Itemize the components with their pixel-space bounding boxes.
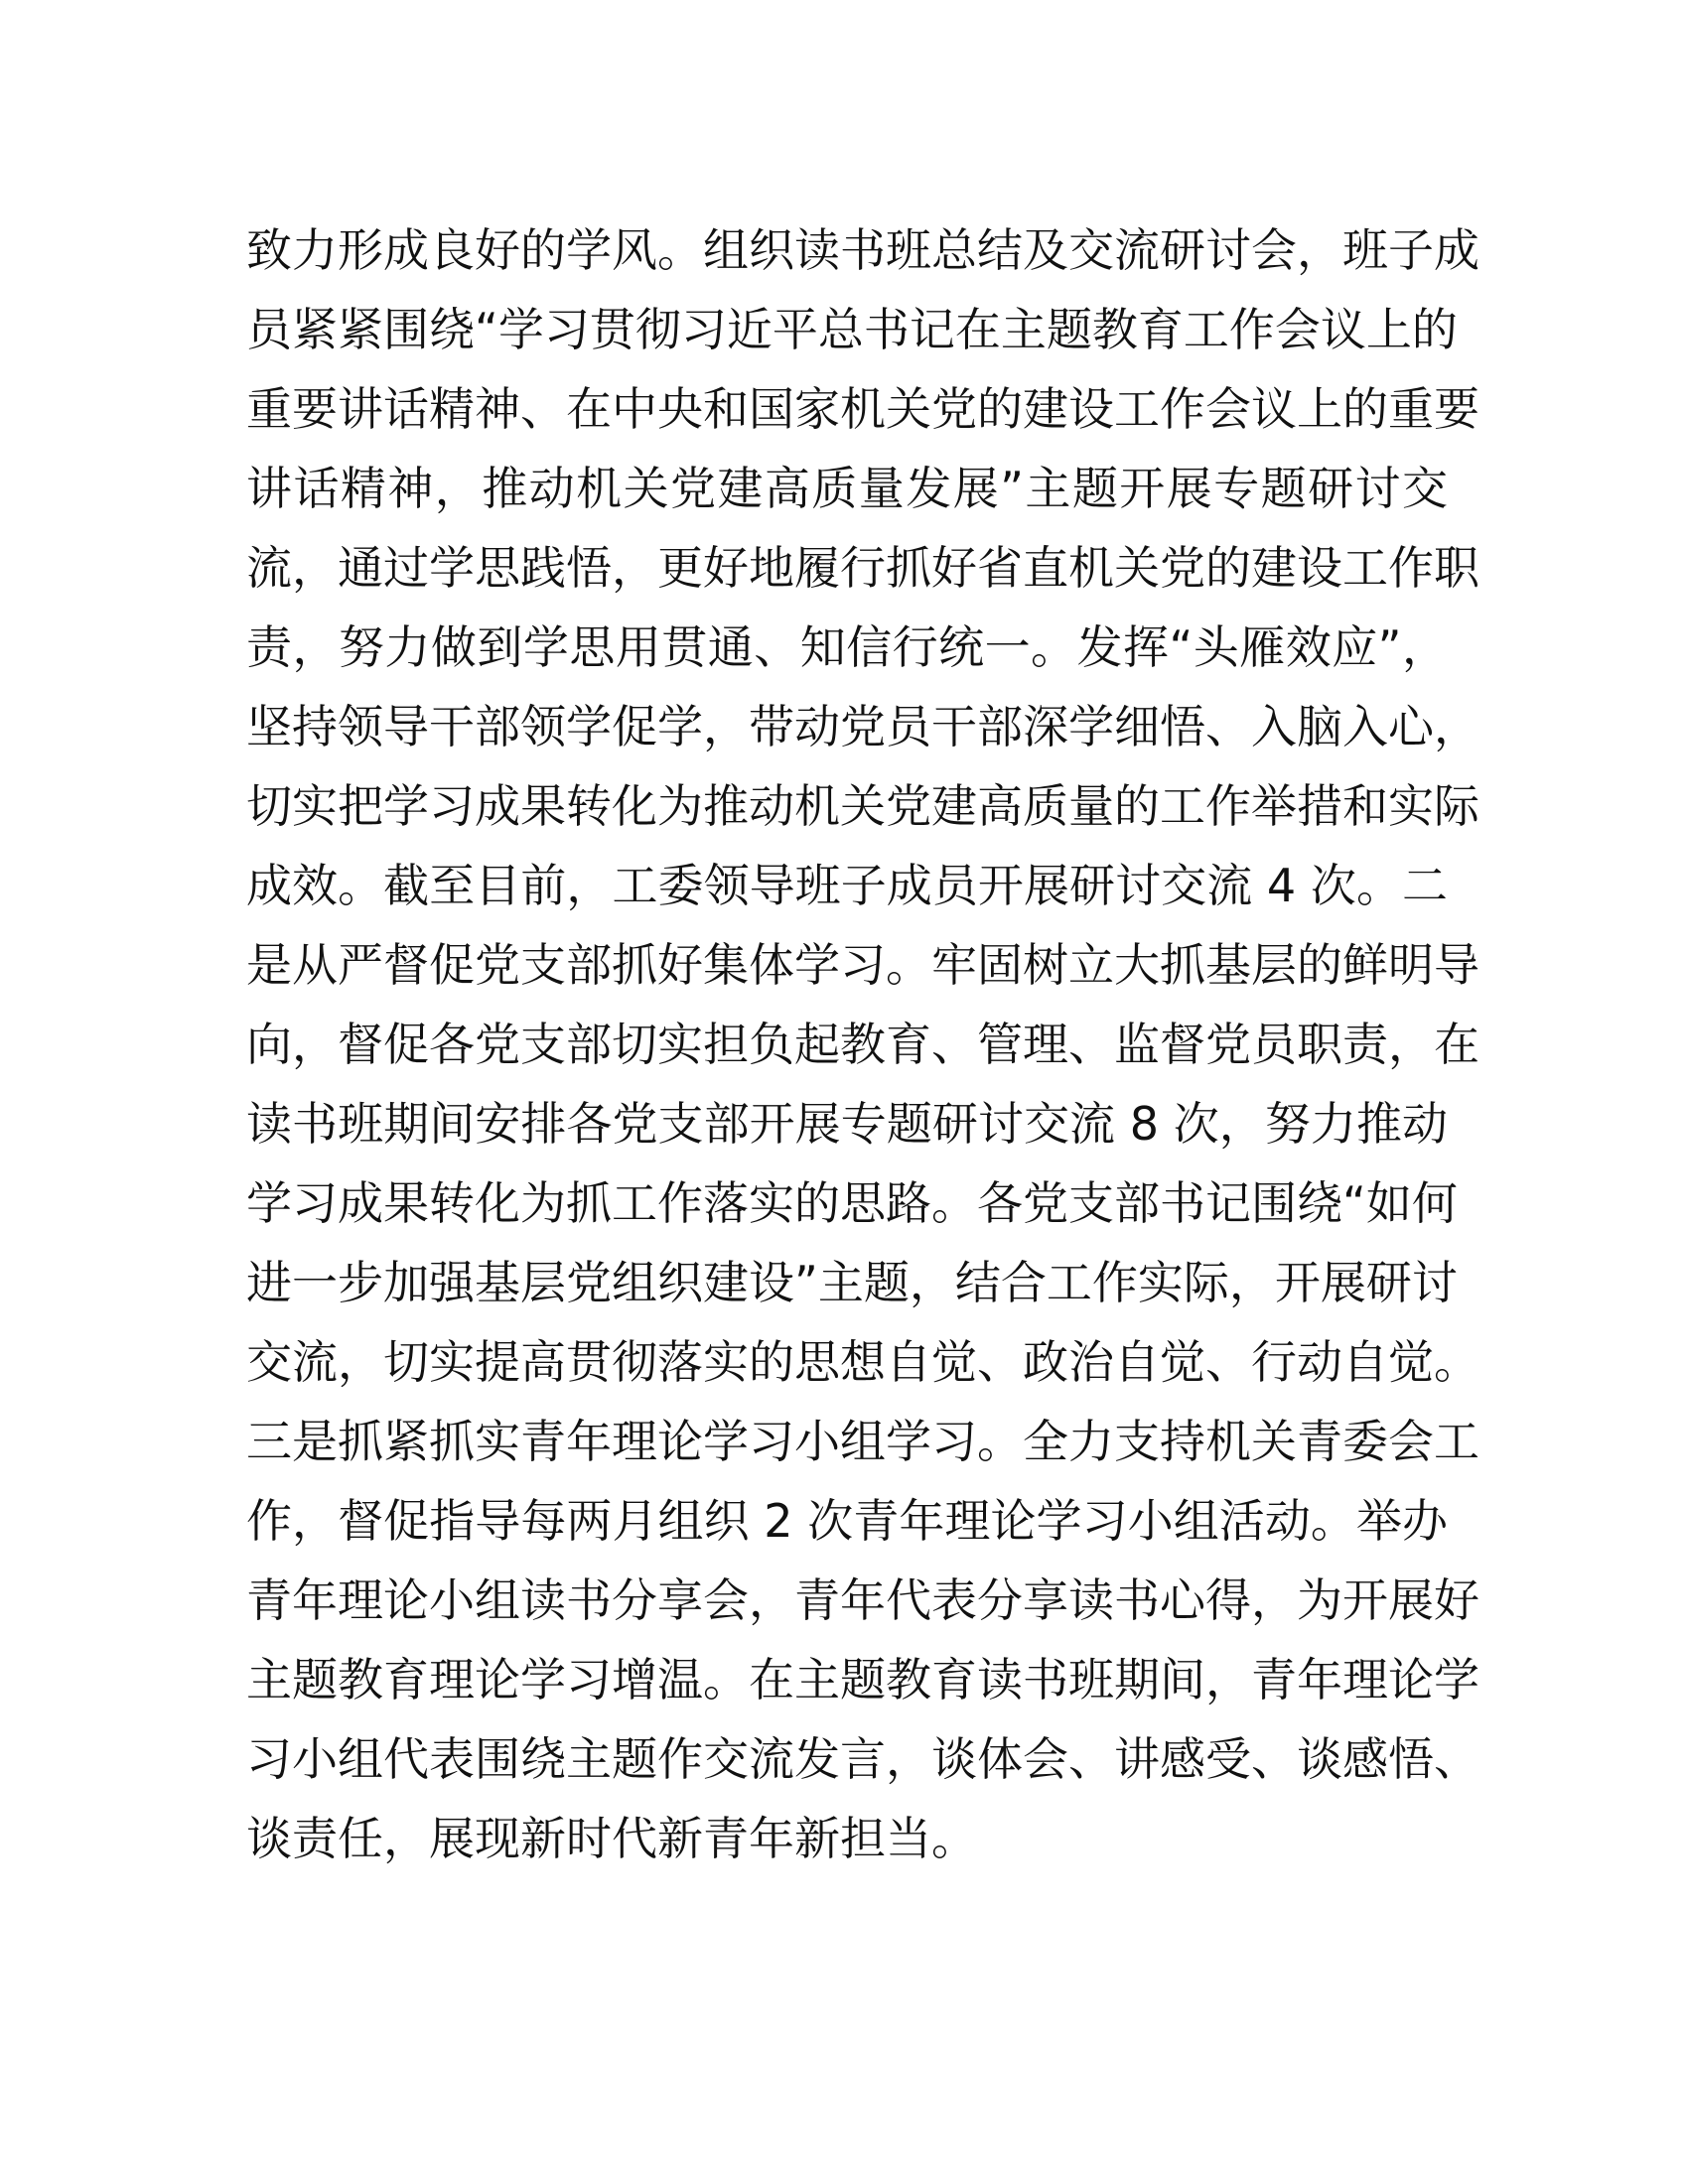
- text-line: 员紧紧围绕“学习贯彻习近平总书记在主题教育工作会议上的: [246, 303, 1458, 356]
- text-line: 重要讲话精神、在中央和国家机关党的建设工作会议上的重要: [246, 382, 1479, 436]
- text-line: 谈责任，展现新时代新青年新担当。: [246, 1812, 977, 1865]
- text-line: 学习成果转化为抓工作落实的思路。各党支部书记围绕“如何: [246, 1176, 1458, 1230]
- text-line: 坚持领导干部领学促学，带动党员干部深学细悟、入脑入心，: [246, 700, 1479, 753]
- text-line: 习小组代表围绕主题作交流发言，谈体会、讲感受、谈感悟、: [246, 1732, 1479, 1786]
- text-line: 责，努力做到学思用贯通、知信行统一。发挥“头雁效应”，: [246, 620, 1448, 674]
- text-line: 交流，切实提高贯彻落实的思想自觉、政治自觉、行动自觉。: [246, 1335, 1479, 1389]
- text-line: 主题教育理论学习增温。在主题教育读书班期间，青年理论学: [246, 1653, 1479, 1706]
- text-line: 是从严督促党支部抓好集体学习。牢固树立大抓基层的鲜明导: [246, 938, 1479, 992]
- text-line: 向，督促各党支部切实担负起教育、管理、监督党员职责，在: [246, 1018, 1479, 1071]
- text-line: 流，通过学思践悟，更好地履行抓好省直机关党的建设工作职: [246, 541, 1479, 595]
- text-line: 讲话精神，推动机关党建高质量发展”主题开展专题研讨交: [246, 462, 1448, 515]
- text-line: 成效。截至目前，工委领导班子成员开展研讨交流 4 次。二: [246, 859, 1448, 912]
- text-line: 致力形成良好的学风。组织读书班总结及交流研讨会，班子成: [246, 223, 1479, 277]
- text-line: 青年理论小组读书分享会，青年代表分享读书心得，为开展好: [246, 1573, 1479, 1627]
- text-line: 读书班期间安排各党支部开展专题研讨交流 8 次，努力推动: [246, 1097, 1448, 1151]
- body-paragraph: [246, 210, 1479, 1878]
- text-line: 切实把学习成果转化为推动机关党建高质量的工作举措和实际: [246, 779, 1479, 833]
- text-line: 进一步加强基层党组织建设”主题，结合工作实际，开展研讨: [246, 1256, 1458, 1309]
- text-line: 三是抓紧抓实青年理论学习小组学习。全力支持机关青委会工: [246, 1415, 1479, 1468]
- text-line: 作，督促指导每两月组织 2 次青年理论学习小组活动。举办: [246, 1494, 1448, 1548]
